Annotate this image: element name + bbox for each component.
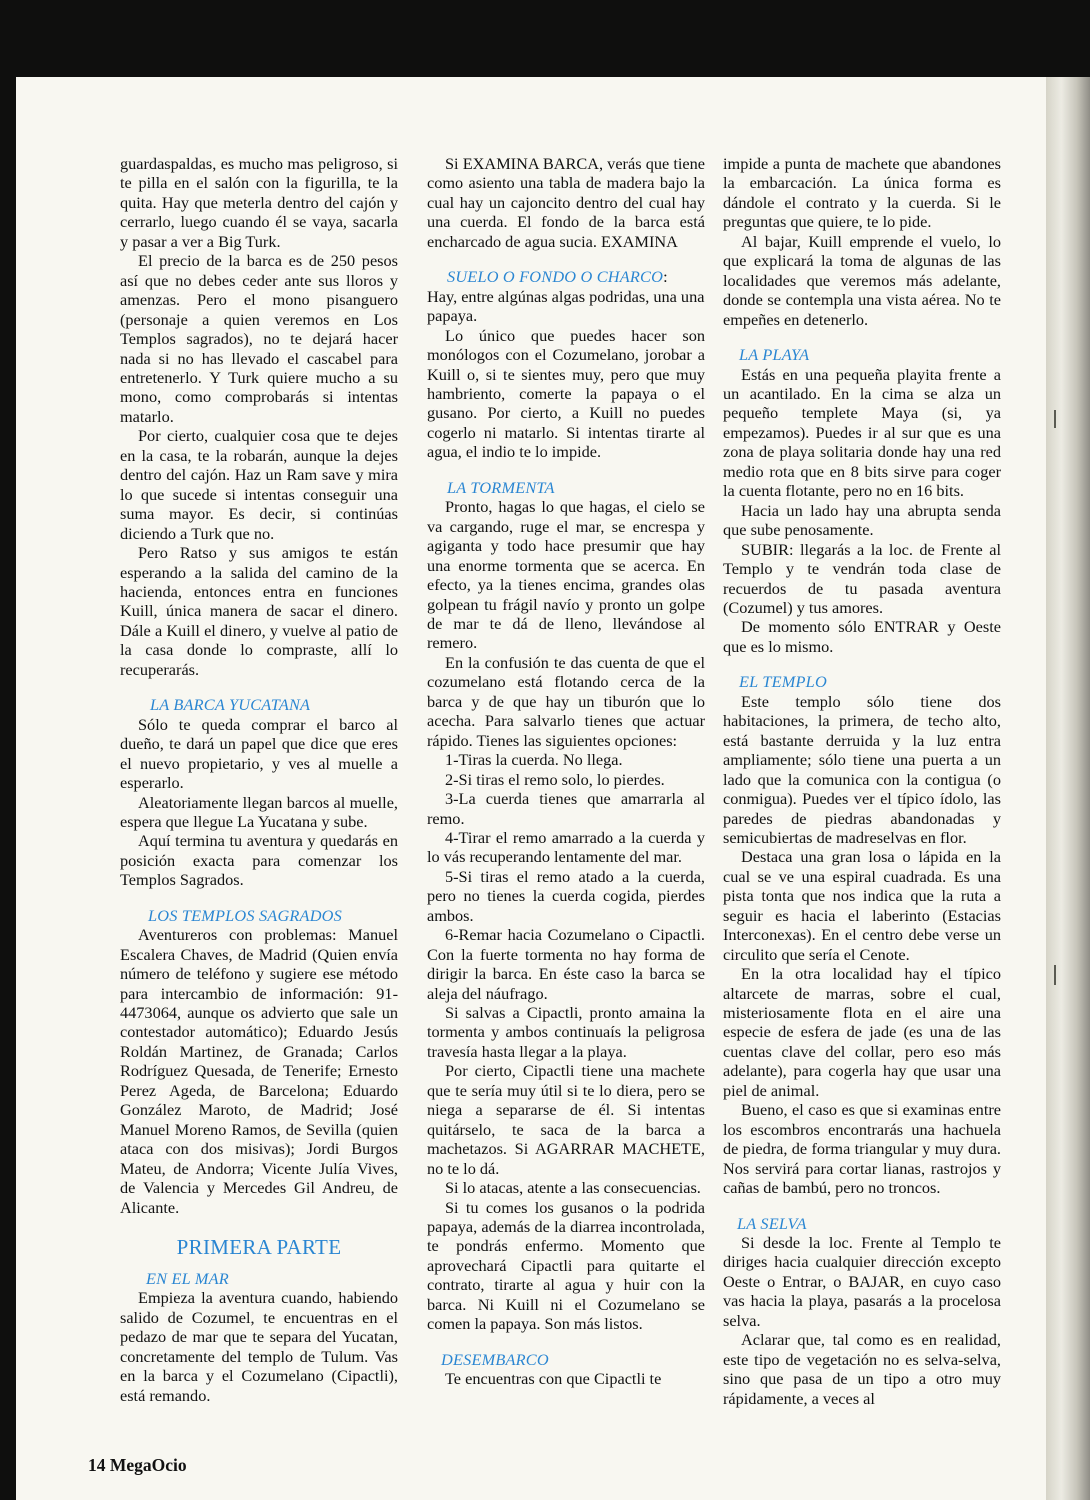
paragraph: Si salvas a Cipactli, pronto amaina la tormenta y ambos continuaís la peligrosa travesía hasta llegar a la playa. (427, 1003, 705, 1061)
paragraph: Sólo te queda comprar el barco al dueño, te dará un papel que dice que eres el nuevo propietario, y ves al muelle a esperarlo. (120, 714, 398, 793)
paragraph: Este templo sólo tiene dos habitaciones, la primera, de techo alto, está bastante derruida y la luz entra ampliamente; sólo tiene una puerta a un lado que la comunica con la contigua (o conmigua). Puedes ver el típico ídolo, las paredes de piedras abandonadas y semicubiertas de madreselvas en flor. (723, 691, 1001, 847)
paragraph: En la otra localidad hay el típico altarcete de marras, sobre el cual, misteriosamente flota en el aire una especie de esfera de jade (es una de las cuentas clave del collar, pero eso más adelante), para cogerla hay que usar una piel de animal. (723, 964, 1001, 1100)
paragraph: Aventureros con problemas: Manuel Escalera Chaves, de Madrid (Quien envía número de teléfono y sugiere ese método para intercambio de información: 91-4473064, aunque os advierto que sale un contestador automático); Eduardo Jesús Roldán Martinez, de Granada; Carlos Rodríguez Quesada, de Tenerife; Ernesto Perez Ageda, de Barcelona; Eduardo González Maroto, de Madrid; José Manuel Moreno Ramos, de Sevilla (quien ataca con dos misivas); Jordi Burgos Mateu, de Andorra; Vicente Julía Vives, de Valencia y Mercedes Gil Andreu, de Alicante. (120, 925, 398, 1217)
paragraph: Aclarar que, tal como es en realidad, este tipo de vegetación no es selva-selva, sino que pasa de un tipo a otro muy rápidamente, a veces al (723, 1330, 1001, 1408)
paragraph: Destaca una gran losa o lápida en la cual se ve una espiral cuadrada. Es una pista tonta que nos indica que la ruta a seguir es hacia el laberinto (Estacias Interconexas). En el centro debe verse un circulito que sería el Cenote. (723, 847, 1001, 964)
paragraph: Bueno, el caso es que si examinas entre los escombros encontrarás una hachuela de piedra, de forma triangular y muy dura. Nos servirá para cortar lianas, rastrojos y cañas de bambú, pero no troncos. (723, 1100, 1001, 1198)
page-spine-edge (1046, 77, 1090, 1500)
paragraph: Si tu comes los gusanos o la podrida papaya, además de la diarrea incontrolada, te pondrás enfermo. Momento que aprovechará Cipactli para quitarte el contrato, tirarte al agua y huir con la barca. Ni Kuill ni el Cozumelano se comen la papaya. Son más listos. (427, 1197, 705, 1334)
option-item: 4-Tirar el remo amarrado a la cuerda y lo vás recuperando lentamente del mar. (427, 827, 705, 867)
subheading-la-tormenta: LA TORMENTA (447, 477, 555, 497)
paragraph: Al bajar, Kuill emprende el vuelo, lo que explicará la toma de algunas de las localidades que veremos más adelante, donde se contempla una vista aérea. No te empeñes en detenerlo. (723, 231, 1001, 329)
paragraph: Pronto, hagas lo que hagas, el cielo se va cargando, ruge el mar, se encrespa y agiganta y todo hace presumir que hay una enorme tormenta que se acerca. En efecto, ya la tienes encima, grandes olas golpean tu frágil navío y pronto un golpe de mar te dá de lleno, llevándose al remero. (427, 497, 705, 653)
paragraph: Por cierto, cualquier cosa que te dejes en la casa, te la robarán, aunque la dejes dentro del cajón. Haz un Ram save y mira lo que sucede si intentas conseguir una suma mayor. Es decir, si continúas diciendo a Turk que no. (120, 426, 398, 543)
option-item: 3-La cuerda tienes que amarrarla al remo. (427, 789, 705, 828)
paragraph: Hacia un lado hay una abrupta senda que sube penosamente. (723, 500, 1001, 540)
paragraph: Por cierto, Cipactli tiene una machete que te sería muy útil si te lo diera, pero se niega a separarse de él. Si intentas quitárselo, te saca de la barca a machetazos. Si AGARRAR MACHETE, no te lo dá. (427, 1061, 705, 1178)
option-item: 1-Tiras la cuerda. No llega. (445, 750, 623, 770)
subheading-desembarco: DESEMBARCO (441, 1349, 549, 1369)
paragraph: impide a punta de machete que abandones la embarcación. La única forma es dándole el contrato y la cuerda. Si le preguntas que quiere, te lo pide. (723, 154, 1001, 232)
paragraph: Estás en una pequeña playita frente a un acantilado. En la cima se alza un pequeño templete Maya (si, ya empezamos). Puedes ir al sur que es una zona de playa solitaria donde hay una red medio rota que en 8 bits sirve para coger la cuenta flotante, pero no en 16 bits. (723, 364, 1001, 501)
subheading-colon: : (663, 267, 668, 287)
option-item: 5-Si tiras el remo atado a la cuerda, pero no tienes la cuerda cogida, pierdes ambos. (427, 866, 705, 925)
subheading-el-templo: EL TEMPLO (739, 672, 827, 692)
subheading-la-playa: LA PLAYA (739, 345, 810, 365)
page-footer: 14 MegaOcio (88, 1455, 187, 1475)
article-column-3 (723, 154, 1001, 1408)
paragraph: En la confusión te das cuenta de que el cozumelano está flotando cerca de la barca y de que hay un tiburón que lo acecha. Para salvarlo tienes que actuar rápido. Tienes las siguientes opciones: (427, 652, 705, 750)
subheading-suelo-o-fondo-o-charco (447, 267, 705, 286)
crop-mark (1054, 410, 1056, 428)
subheading-en-el-mar: EN EL MAR (146, 1269, 229, 1289)
option-item: 2-Si tiras el remo solo, lo pierdes. (445, 769, 665, 789)
paragraph: Pero Ratso y sus amigos te están esperando a la salida del camino de la hacienda, entonces entra en funciones Kuill, única manera de sacar el dinero. Dále a Kuill el dinero, y vuelve al patio de la casa donde lo compraste, allí lo recuperarás. (120, 543, 398, 679)
paragraph: Si desde la loc. Frente al Templo te diriges hacia cualquier dirección excepto Oeste o Entrar, o BAJAR, en cuyo caso vas hacia la playa, pasarás a la procelosa selva. (723, 1233, 1001, 1330)
paragraph: SUBIR: llegarás a la loc. de Frente al Templo y te vendrán toda clase de recuerdos de tu pasada aventura (Cozumel) y tus amores. (723, 539, 1001, 617)
subheading-los-templos-sagrados: LOS TEMPLOS SAGRADOS (148, 905, 342, 925)
paragraph: Te encuentras con que Cipactli te (445, 1369, 662, 1389)
article-column-2 (427, 154, 705, 1389)
paragraph: Hay, entre algúnas algas podridas, una una papaya. (427, 286, 705, 326)
paragraph: Si EXAMINA BARCA, verás que tiene como asiento una tabla de madera bajo la cual hay un cajoncito dentro del cual hay una cuerda. El fondo de la barca está encharcado de agua sucia. EXAMINA (427, 154, 705, 251)
paragraph: Empieza la aventura cuando, habiendo salido de Cozumel, te encuentras en el pedazo de mar que te separa del Yucatan, concretamente del templo de Tulum. Vas en la barca y el Cozumelano (Cipactli), está remando. (120, 1288, 398, 1405)
paragraph: Si lo atacas, atente a las consecuencias. (445, 1178, 701, 1198)
subheading-text: SUELO O FONDO O CHARCO (447, 267, 664, 287)
crop-mark (1054, 965, 1056, 985)
option-item: 6-Remar hacia Cozumelano o Cipactli. Con la fuerte tormenta no hay forma de dirigir la barca. En éste caso la barca se aleja del náufrago. (427, 925, 705, 1003)
paragraph: Lo único que puedes hacer son monólogos con el Cozumelano, jorobar a Kuill o, si te sientes muy, pero que muy hambriento, comerte la papaya o el gusano. Por cierto, a Kuill no puedes cogerlo ni matarlo. Si intentas tirarte al agua, el indio te lo impide. (427, 325, 705, 462)
section-title-primera-parte: PRIMERA PARTE (176, 1235, 342, 1260)
paragraph: Aquí termina tu aventura y quedarás en posición exacta para comenzar los Templos Sagrados. (120, 831, 398, 890)
paragraph: El precio de la barca es de 250 pesos así que no debes ceder ante sus lloros y amenzas. Pero el mono pisanguero (personaje a quien veremos en Los Templos sagrados), no te dejará hacer nada si no has llevado el cascabel para entretenerlo. Y Turk quiere mucho a su mono, como comprobarás si intentas matarlo. (120, 251, 398, 426)
subheading-la-selva: LA SELVA (737, 1213, 807, 1233)
paragraph: Aleatoriamente llegan barcos al muelle, espera que llegue La Yucatana y sube. (120, 792, 398, 831)
article-column-1 (120, 154, 398, 1405)
paragraph: De momento sólo ENTRAR y Oeste que es lo mismo. (723, 617, 1001, 656)
paragraph: guardaspaldas, es mucho mas peligroso, si te pilla en el salón con la figurilla, te la quita. Hay que meterla dentro del cajón y cerrarlo, luego cuando él se vaya, sacarla y pasar a ver a Big Turk. (120, 154, 398, 251)
subheading-la-barca-yucatana: LA BARCA YUCATANA (150, 695, 311, 715)
